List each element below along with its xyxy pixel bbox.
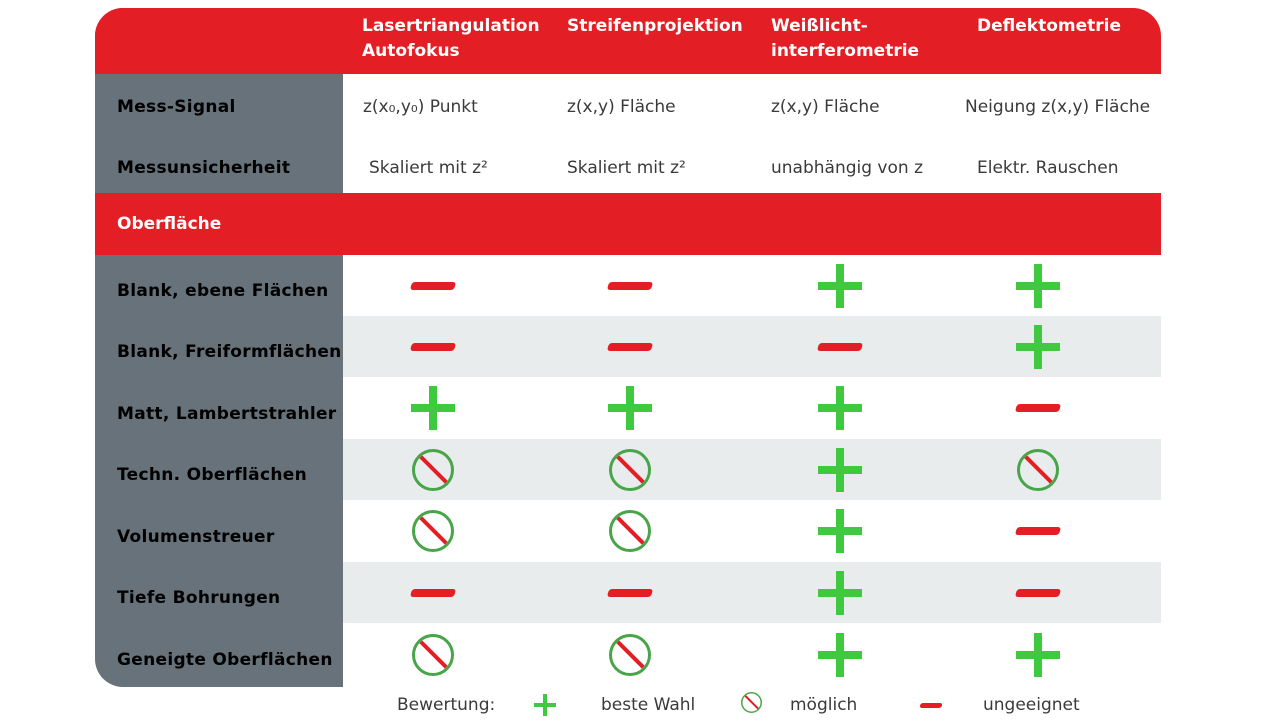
minus-icon xyxy=(1015,589,1061,597)
plus-icon xyxy=(818,386,862,430)
legend-title: Bewertung: xyxy=(397,695,496,715)
plus-icon xyxy=(1016,633,1060,677)
header-corner xyxy=(95,8,343,74)
cell-text: z(x,y) Fläche xyxy=(771,97,880,117)
row-label-mess-signal: Mess-Signal xyxy=(117,97,236,117)
legend-prohibited-circle-icon xyxy=(741,692,762,713)
plus-icon xyxy=(411,386,455,430)
legend-best: beste Wahl xyxy=(601,695,696,715)
legend-plus-icon xyxy=(534,694,556,716)
plus-icon xyxy=(818,571,862,615)
minus-icon xyxy=(410,589,456,597)
plus-icon xyxy=(818,448,862,492)
legend-possible: möglich xyxy=(790,695,858,715)
cell-text: Skaliert mit z² xyxy=(567,158,686,178)
row-label: Tiefe Bohrungen xyxy=(117,588,281,608)
prohibited-circle-icon xyxy=(412,449,454,491)
plus-icon xyxy=(1016,325,1060,369)
minus-icon xyxy=(607,282,653,290)
minus-icon xyxy=(817,343,863,351)
prohibited-circle-icon xyxy=(412,634,454,676)
section-label: Oberfläche xyxy=(117,214,222,234)
column-header-deflektometrie: Deflektometrie xyxy=(977,16,1121,36)
plus-icon xyxy=(1016,264,1060,308)
column-header-streifenprojektion: Streifenprojektion xyxy=(567,16,743,36)
row-label: Volumenstreuer xyxy=(117,527,275,547)
prohibited-circle-icon xyxy=(609,634,651,676)
plus-icon xyxy=(818,633,862,677)
legend-unsuitable: ungeeignet xyxy=(983,695,1080,715)
prohibited-circle-icon xyxy=(1017,449,1059,491)
comparison-table xyxy=(95,8,1161,687)
cell-text: Skaliert mit z² xyxy=(369,158,488,178)
cell-text: Elektr. Rauschen xyxy=(977,158,1119,178)
plus-icon xyxy=(608,386,652,430)
cell-text: z(x₀,y₀) Punkt xyxy=(363,97,478,117)
cell-text: unabhängig von z xyxy=(771,158,923,178)
minus-icon xyxy=(1015,527,1061,535)
column-header-lasertriangulation: Lasertriangulation Autofokus xyxy=(362,16,540,61)
row-label: Techn. Oberflächen xyxy=(117,465,307,485)
row-label: Blank, Freiformflächen xyxy=(117,342,342,362)
prohibited-circle-icon xyxy=(609,449,651,491)
minus-icon xyxy=(410,282,456,290)
row-label-messunsicherheit: Messunsicherheit xyxy=(117,158,291,178)
cell-text: Neigung z(x,y) Fläche xyxy=(965,97,1151,117)
prohibited-circle-icon xyxy=(609,510,651,552)
minus-icon xyxy=(607,589,653,597)
plus-icon xyxy=(818,509,862,553)
minus-icon xyxy=(410,343,456,351)
row-label: Blank, ebene Flächen xyxy=(117,281,329,301)
legend-minus-icon xyxy=(919,703,942,708)
minus-icon xyxy=(1015,404,1061,412)
row-label: Matt, Lambertstrahler xyxy=(117,404,337,424)
row-label: Geneigte Oberflächen xyxy=(117,650,333,670)
minus-icon xyxy=(607,343,653,351)
cell-text: z(x,y) Fläche xyxy=(567,97,676,117)
section-bar xyxy=(95,193,1161,255)
column-header-weisslicht: Weißlicht- interferometrie xyxy=(771,16,920,61)
plus-icon xyxy=(818,264,862,308)
prohibited-circle-icon xyxy=(412,510,454,552)
